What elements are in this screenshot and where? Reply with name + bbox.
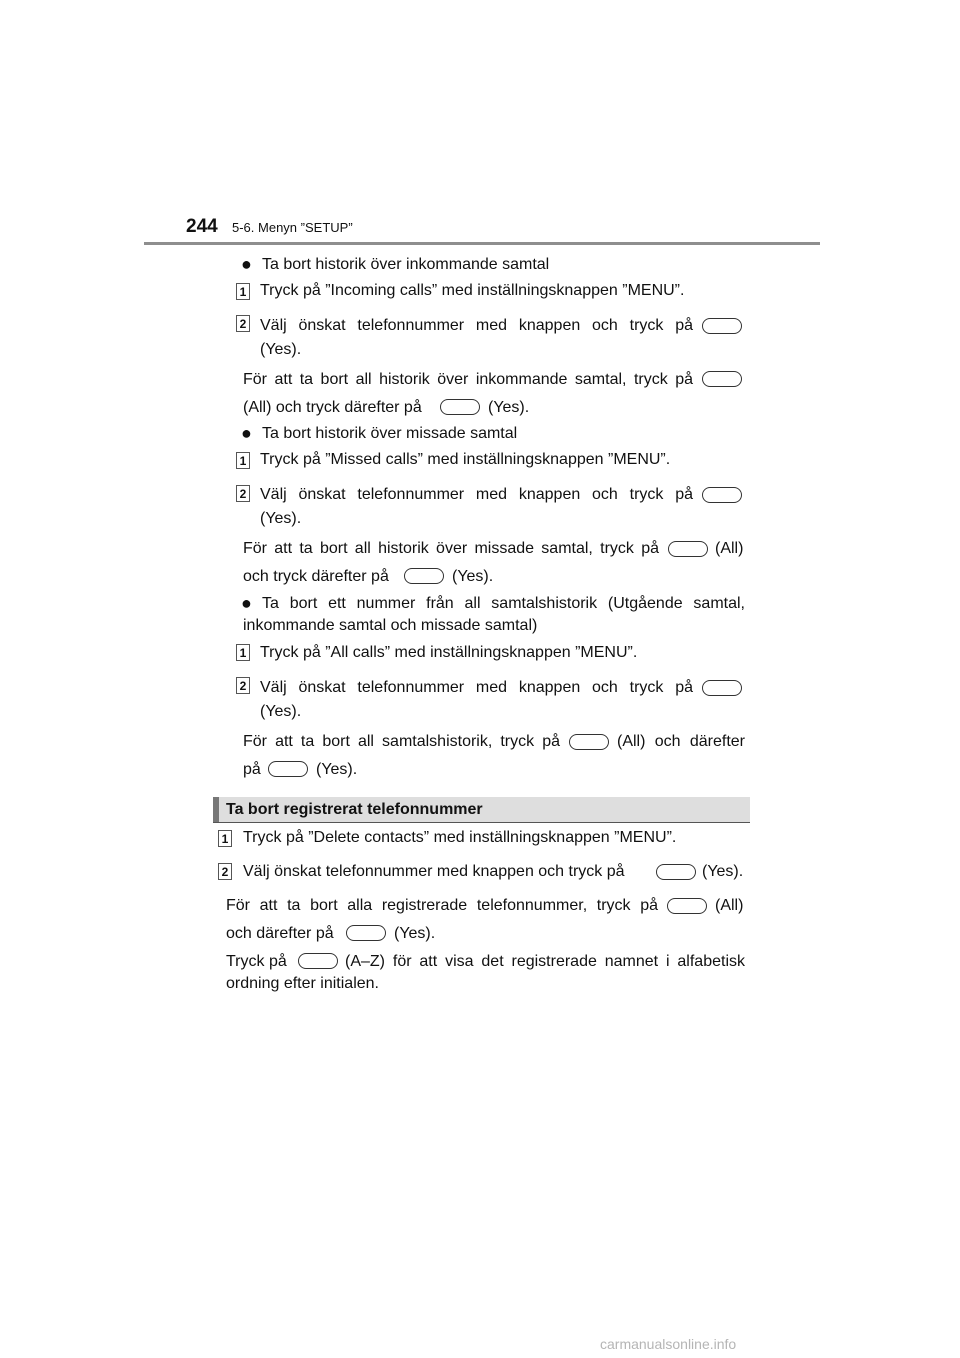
note-text: (All): [715, 540, 744, 557]
step-text: (Yes).: [260, 341, 302, 358]
button-icon: [346, 925, 386, 941]
note-text: (All) och tryck därefter på: [243, 399, 422, 416]
watermark: carmanualsonline.info: [600, 1336, 737, 1352]
bullet-icon: ●: [241, 593, 252, 613]
bullet-icon: ●: [241, 254, 252, 274]
button-icon: [668, 541, 708, 557]
button-icon: [298, 953, 338, 969]
step-text: Tryck på ”Missed calls” med inställningsknappen ”MENU”.: [260, 451, 671, 468]
step-text: Tryck på ”All calls” med inställningsknappen ”MENU”.: [260, 644, 638, 661]
button-icon: [404, 568, 444, 584]
note-text: För att ta bort alla registrerade telefonnummer, tryck på: [226, 897, 658, 914]
step-text: Välj önskat telefonnummer med knappen och tryck på: [260, 679, 693, 696]
step-number-1: 1: [236, 283, 250, 300]
button-icon: [569, 734, 609, 750]
button-icon: [440, 399, 480, 415]
note-text: (A–Z) för att visa det registrerade namnet i alfabetisk: [345, 953, 745, 970]
button-icon: [268, 761, 308, 777]
step-number-1: 1: [236, 644, 250, 661]
step-text: Välj önskat telefonnummer med knappen och tryck på: [260, 486, 693, 503]
section-heading-bar: [213, 797, 219, 823]
button-icon: [667, 898, 707, 914]
step-number-2: 2: [218, 863, 232, 880]
subsection-title: Ta bort historik över missade samtal: [262, 425, 518, 442]
note-text: (Yes).: [316, 761, 358, 778]
note-text: och tryck därefter på: [243, 568, 389, 585]
note-text: (Yes).: [452, 568, 494, 585]
note-text: och därefter på: [226, 925, 334, 942]
step-number-2: 2: [236, 315, 250, 332]
note-text: ordning efter initialen.: [226, 975, 379, 992]
subsection-title: inkommande samtal och missade samtal): [243, 617, 538, 634]
note-text: (All) och därefter: [617, 733, 745, 750]
section-heading-rule: [213, 822, 750, 823]
step-text: Tryck på ”Incoming calls” med inställningsknappen ”MENU”.: [260, 282, 685, 299]
note-text: (Yes).: [488, 399, 530, 416]
header-rule: [144, 242, 820, 245]
bullet-icon: ●: [241, 423, 252, 443]
button-icon: [702, 371, 742, 387]
page-number: 244: [186, 216, 218, 237]
note-text: För att ta bort all historik över missade samtal, tryck på: [243, 540, 659, 557]
subsection-title: Ta bort historik över inkommande samtal: [262, 256, 550, 273]
step-text: (Yes).: [702, 863, 744, 880]
step-text: Välj önskat telefonnummer med knappen och tryck på: [260, 317, 693, 334]
note-text: på: [243, 761, 261, 778]
note-text: (Yes).: [394, 925, 436, 942]
step-number-2: 2: [236, 677, 250, 694]
note-text: För att ta bort all historik över inkommande samtal, tryck på: [243, 371, 693, 388]
button-icon: [702, 318, 742, 334]
step-number-1: 1: [218, 830, 232, 847]
section-title: 5-6. Menyn ”SETUP”: [232, 220, 353, 235]
step-text: (Yes).: [260, 703, 302, 720]
section-heading: Ta bort registrerat telefonnummer: [226, 801, 483, 818]
step-number-2: 2: [236, 485, 250, 502]
step-text: (Yes).: [260, 510, 302, 527]
step-text: Tryck på ”Delete contacts” med inställningsknappen ”MENU”.: [243, 829, 677, 846]
button-icon: [702, 487, 742, 503]
step-text: Välj önskat telefonnummer med knappen och tryck på: [243, 863, 625, 880]
note-text: För att ta bort all samtalshistorik, tryck på: [243, 733, 560, 750]
step-number-1: 1: [236, 452, 250, 469]
note-text: Tryck på: [226, 953, 287, 970]
button-icon: [656, 864, 696, 880]
subsection-title: Ta bort ett nummer från all samtalshistorik (Utgående samtal,: [262, 595, 745, 612]
button-icon: [702, 680, 742, 696]
note-text: (All): [715, 897, 744, 914]
